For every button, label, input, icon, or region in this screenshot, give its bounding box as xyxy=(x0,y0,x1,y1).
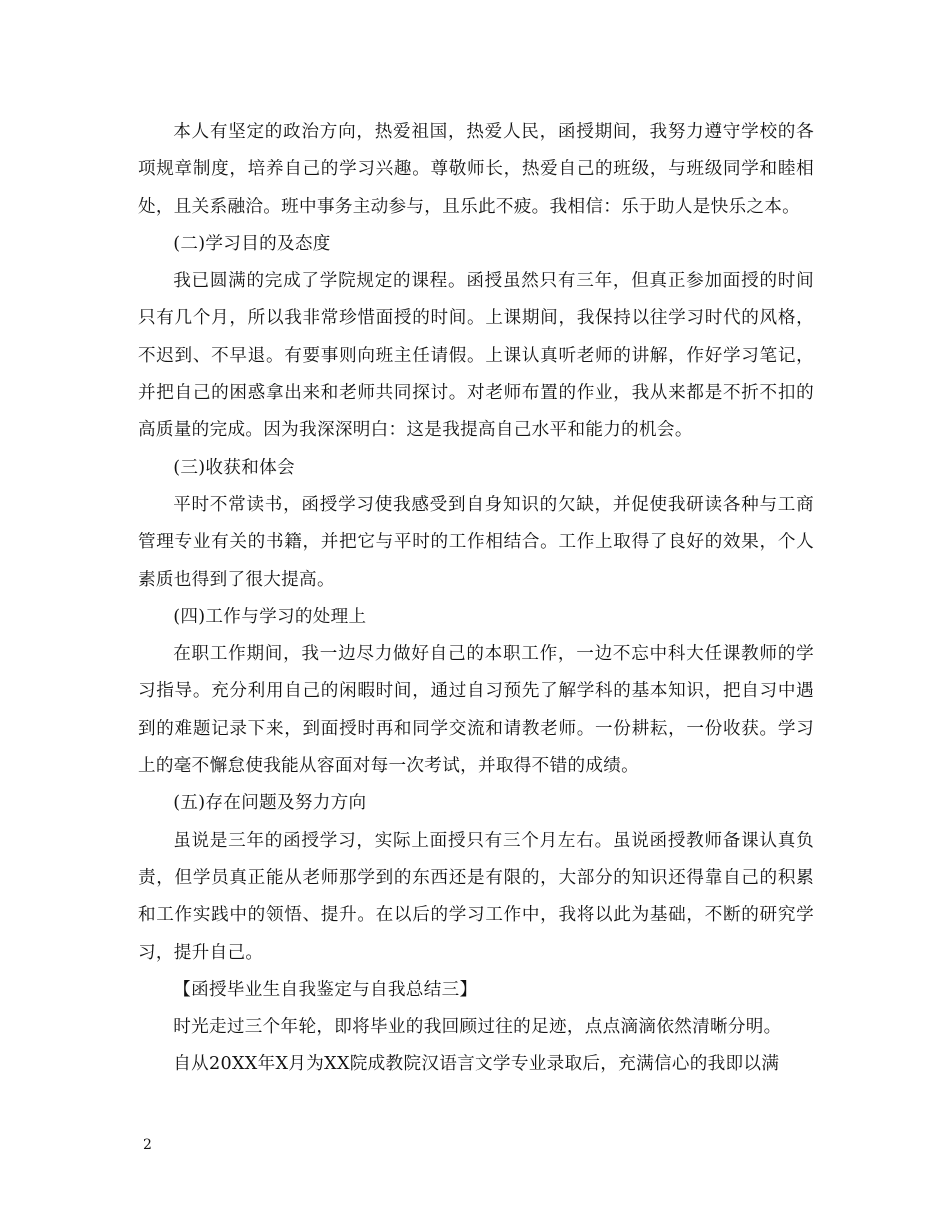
paragraph-gains: 平时不常读书，函授学习使我感受到自身知识的欠缺，并促使我研读各种与工商管理专业有关的书籍，并把它与平时的工作相结合。工作上取得了良好的效果，个人素质也得到了很大提高。 xyxy=(138,494,814,590)
heading-study-goal: (二)学习目的及态度 xyxy=(173,233,331,254)
paragraph-study-goal: 我已圆满的完成了学院规定的课程。函授虽然只有三年，但真正参加面授的时间只有几个月，所以我非常珍惜面授的时间。上课期间，我保持以往学习时代的风格，不迟到、不早退。有要事则向班主任请假。上课认真听老师的讲解，作好学习笔记，并把自己的困惑拿出来和老师共同探讨。对老师布置的作业，我从来都是不折不扣的高质量的完成。因为我深深明白：这是我提高自己水平和能力的机会。 xyxy=(138,271,814,441)
heading-gains: (三)收获和体会 xyxy=(173,457,295,478)
paragraph-work-study: 在职工作期间，我一边尽力做好自己的本职工作，一边不忘中科大任课教师的学习指导。充分利用自己的闲暇时间，通过自习预先了解学科的基本知识，把自习中遇到的难题记录下来，到面授时再和同学交流和请教老师。一份耕耘，一份收获。学习上的毫不懈怠使我能从容面对每一次考试，并取得不错的成绩。 xyxy=(138,644,814,777)
paragraph-enrollment: 自从20XX年X月为XX院成教院汉语言文学专业录取后，充满信心的我即以满 xyxy=(173,1054,780,1075)
document-body xyxy=(138,114,814,1084)
paragraph-review: 时光走过三个年轮，即将毕业的我回顾过往的足迹，点点滴滴依然清晰分明。 xyxy=(173,1017,782,1038)
heading-problems: (五)存在问题及努力方向 xyxy=(173,793,367,814)
page-number: 2 xyxy=(143,1137,152,1153)
paragraph-problems: 虽说是三年的函授学习，实际上面授只有三个月左右。虽说函授教师备课认真负责，但学员真正能从老师那学到的东西还是有限的，大部分的知识还得靠自己的积累和工作实践中的领悟、提升。在以后的学习工作中，我将以此为基础，不断的研究学习，提升自己。 xyxy=(138,830,814,963)
paragraph-conduct: 本人有坚定的政治方向，热爱祖国，热爱人民，函授期间，我努力遵守学校的各项规章制度，培养自己的学习兴趣。尊敬师长，热爱自己的班级，与班级同学和睦相处，且关系融洽。班中事务主动参与，且乐此不疲。我相信：乐于助人是快乐之本。 xyxy=(138,122,814,217)
section-title-three: 【函授毕业生自我鉴定与自我总结三】 xyxy=(173,979,478,1000)
heading-work-study: (四)工作与学习的处理上 xyxy=(173,606,367,627)
